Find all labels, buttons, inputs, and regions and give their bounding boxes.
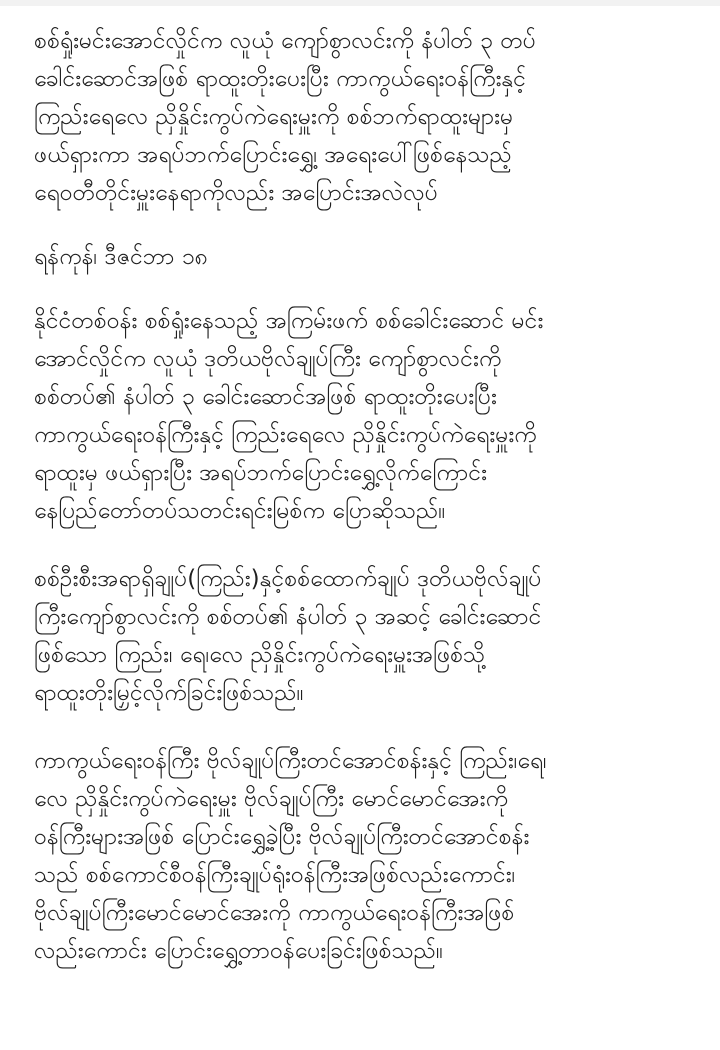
paragraph-line: ရာထူးမှ ဖယ်ရှားပြီး အရပ်ဘက်ပြောင်းရွှေ့လိုက်ကြောင်း xyxy=(34,460,487,486)
paragraph-line: နိုင်ငံတစ်ဝန်း စစ်ရှုံးနေသည့် အကြမ်းဖက် စစ်ခေါင်းဆောင် မင်း xyxy=(34,308,544,334)
paragraph-2 xyxy=(34,560,689,712)
paragraph-line: လည်းကောင်း ပြောင်းရွှေ့တာဝန်ပေးခြင်းဖြစ်သည်။ xyxy=(34,938,444,964)
paragraph-line: ကာကွယ်ရေးဝန်ကြီး ဗိုလ်ချုပ်ကြီးတင်အောင်စန်းနှင့် ကြည်း၊ရေ၊ xyxy=(34,748,547,774)
paragraph-3 xyxy=(34,742,689,970)
paragraph-line: အောင်လှိုင်က လူယုံ ဒုတိယဗိုလ်ချုပ်ကြီး ကျော်စွာလင်းကို xyxy=(34,346,502,372)
paragraph-1 xyxy=(34,302,689,530)
paragraph-spacer xyxy=(34,276,689,302)
paragraph-line: ဝန်ကြီးများအဖြစ် ပြောင်းရွှေ့ခဲ့ပြီး ဗိုလ်ချုပ်ကြီးတင်အောင်စန်း xyxy=(34,824,530,850)
paragraph-spacer xyxy=(34,712,689,742)
dateline xyxy=(34,238,689,276)
paragraph-line: ဖြစ်သော ကြည်း၊ ရေ၊လေ ညှိနှိုင်းကွပ်ကဲရေးမှူးအဖြစ်သို့ xyxy=(34,642,486,668)
paragraph-line: လေ ညှိနှိုင်းကွပ်ကဲရေးမှူး ဗိုလ်ချုပ်ကြီး မောင်မောင်အေးကို xyxy=(34,786,508,812)
paragraph-line: နေပြည်တော်တပ်သတင်းရင်းမြစ်က ပြောဆိုသည်။ xyxy=(34,498,446,524)
headline-line: ရေဝတီတိုင်းမှူးနေရာကိုလည်း အပြောင်းအလဲလုပ် xyxy=(34,180,438,206)
paragraph-spacer xyxy=(34,212,689,238)
paragraph-line: ကာကွယ်ရေးဝန်ကြီးနှင့် ကြည်းရေလေ ညှိနှိုင်းကွပ်ကဲရေးမှူးကို xyxy=(34,422,537,448)
paragraph-line: ဗိုလ်ချုပ်ကြီးမောင်မောင်အေးကို ကာကွယ်ရေးဝန်ကြီးအဖြစ် xyxy=(34,900,515,926)
headline xyxy=(34,22,689,212)
paragraph-line: သည် စစ်ကောင်စီဝန်ကြီးချုပ်ရုံးဝန်ကြီးအဖြစ်လည်းကောင်း၊ xyxy=(34,862,516,888)
headline-line: ဖယ်ရှားကာ အရပ်ဘက်ပြောင်းရွှေ့၊ အရေးပေါ်ဖြစ်နေသည့် xyxy=(34,142,512,168)
headline-line: ကြည်းရေလေ ညှိနှိုင်းကွပ်ကဲရေးမှူးကို စစ်ဘက်ရာထူးများမှ xyxy=(34,104,514,130)
top-edge-strip xyxy=(0,0,720,6)
headline-line: ခေါင်းဆောင်အဖြစ် ရာထူးတိုးပေးပြီး ကာကွယ်ရေးဝန်ကြီးနှင့် xyxy=(34,66,527,92)
paragraph-line: စစ်ဦးစီးအရာရှိချုပ်(ကြည်း)နှင့်စစ်ထောက်ချုပ် ဒုတိယဗိုလ်ချုပ် xyxy=(34,566,542,592)
headline-line: စစ်ရှုံးမင်းအောင်လှိုင်က လူယုံ ကျော်စွာလင်းကို နံပါတ် ၃ တပ် xyxy=(34,28,536,54)
paragraph-spacer xyxy=(34,530,689,560)
dateline-text: ရန်ကုန်၊ ဒီဇင်ဘာ ၁၈ xyxy=(34,244,208,270)
paragraph-line: ကြီးကျော်စွာလင်းကို စစ်တပ်၏ နံပါတ် ၃ အဆင့် ခေါင်းဆောင် xyxy=(34,604,542,630)
paragraph-line: ရာထူးတိုးမြှင့်လိုက်ခြင်းဖြစ်သည်။ xyxy=(34,680,304,706)
article-body xyxy=(34,22,689,970)
paragraph-line: စစ်တပ်၏ နံပါတ် ၃ ခေါင်းဆောင်အဖြစ် ရာထူးတိုးပေးပြီး xyxy=(34,384,497,410)
